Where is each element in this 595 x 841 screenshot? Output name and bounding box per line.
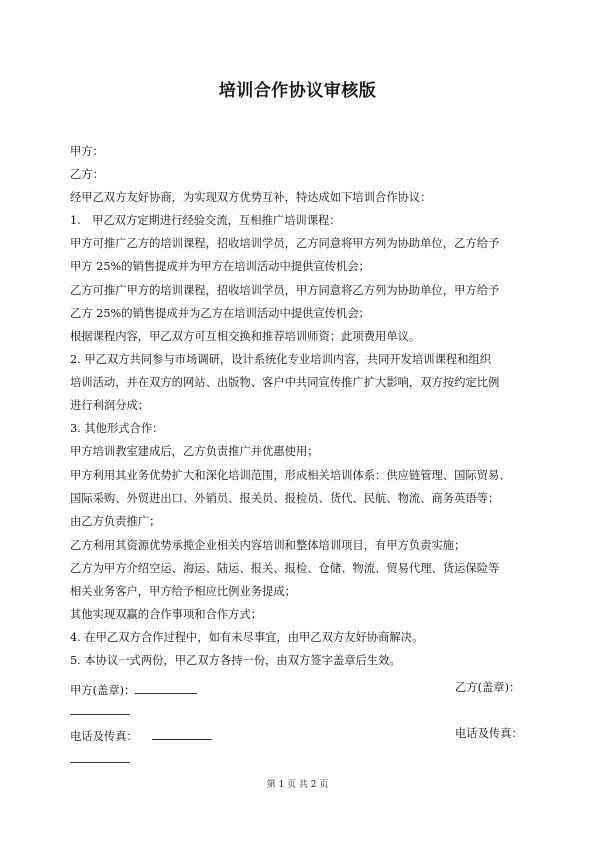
body-line: 甲方培训教室建成后，乙方负责推广并优惠使用； (70, 445, 319, 458)
body-line: 乙方： (70, 168, 104, 181)
body-line: 甲方 25%的销售提成并为甲方在培训活动中提供宣传机会； (70, 260, 370, 273)
party-a-seal-label: 甲方(盖章)： (70, 684, 136, 697)
body-line: 其他实现双赢的合作事项和合作方式； (70, 608, 263, 621)
party-b-phone-rule (70, 762, 130, 763)
party-a-phone-label: 电话及传真： (70, 730, 138, 743)
body-line: 甲方： (70, 145, 104, 158)
body-line: 根据课程内容，甲乙双方可互相交换和推荐培训师资；此项费用单议。 (70, 330, 421, 343)
party-a-seal-blank (135, 681, 197, 694)
body-line: 5. 本协议一式两份，甲乙双方各持一份，由双方签字盖章后生效。 (70, 654, 401, 667)
body-line: 1. 甲乙双方定期进行经验交流，互相推广培训课程： (70, 214, 341, 227)
body-line: 乙方可推广甲方的培训课程，招收培训学员，甲方同意将乙方列为协助单位，甲方给予 (70, 284, 500, 297)
body-line: 甲方利用其业务优势扩大和深化培训范围，形成相关培训体系：供应链管理、国际贸易、 (70, 469, 511, 482)
body-line: 乙方 25%的销售提成并为乙方在培训活动中提供宣传机会； (70, 307, 370, 320)
body-line: 由乙方负责推广； (70, 515, 161, 528)
party-b-seal-rule (70, 714, 130, 715)
body-line: 甲方可推广乙方的培训课程，招收培训学员，乙方同意将甲方列为协助单位，乙方给予 (70, 237, 500, 250)
body-line: 培训活动，并在双方的网站、出版物、客户中共同宣传推广扩大影响，双方按约定比例 (70, 376, 500, 389)
body-line: 乙方为甲方介绍空运、海运、陆运、报关、报检、仓储、物流、贸易代理、货运保险等 (70, 562, 500, 575)
party-b-seal-label: 乙方(盖章)： (455, 681, 521, 694)
page-footer: 第 1 页 共 2 页 (266, 780, 329, 790)
party-a-phone-blank (152, 727, 212, 740)
body-line: 3. 其他形式合作： (70, 422, 164, 435)
body-line: 2. 甲乙双方共同参与市场调研，设计系统化专业培训内容，共同开发培训课程和组织 (70, 353, 492, 366)
body-line: 乙方利用其资源优势承揽企业相关内容培训和整体培训项目，有甲方负责实施； (70, 539, 466, 552)
body-line: 国际采购、外贸进出口、外销员、报关员、报检员、货代、民航、物流、商务英语等； (70, 492, 500, 505)
body-line: 经甲乙双方友好协商，为实现双方优势互补，特达成如下培训合作协议： (70, 191, 432, 204)
party-b-phone-label: 电话及传真： (455, 727, 523, 740)
document-title: 培训合作协议审核版 (218, 81, 377, 101)
body-line: 4. 在甲乙双方合作过程中，如有未尽事宜，由甲乙双方友好协商解决。 (70, 631, 424, 644)
body-line: 相关业务客户，甲方给予相应比例业务提成； (70, 585, 296, 598)
body-line: 进行利润分成； (70, 399, 150, 412)
